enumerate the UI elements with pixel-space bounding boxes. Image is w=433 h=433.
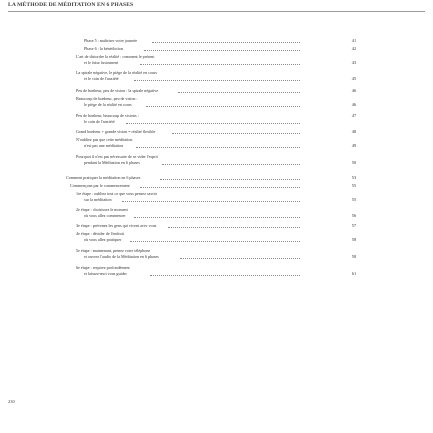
toc-page-number: 43 — [351, 60, 357, 65]
toc-entry-text: 6e étape : respirez profondément — [76, 265, 130, 270]
dot-leader — [136, 147, 300, 148]
toc-entry-text: La spirale négative, le piège de la réalité en cours — [76, 70, 157, 75]
dot-leader — [152, 42, 300, 43]
dot-leader — [180, 258, 300, 259]
dot-leader — [172, 133, 300, 134]
dot-leader — [162, 164, 300, 165]
dot-leader — [134, 80, 300, 81]
dot-leader — [140, 64, 300, 65]
running-header: LA MÉTHODE DE MÉDITATION EN 6 PHASES — [8, 2, 134, 8]
toc-entry-text: 1re étape : oubliez tout ce que vous pensez savoir — [76, 191, 158, 196]
toc-page-number: 42 — [351, 46, 357, 51]
toc-entry-continuation: et le coin de l'anxiété — [84, 76, 119, 81]
toc-entry-text: Grand bonheur + grande vision = réalité flexible — [76, 129, 156, 134]
toc-page-number: 46 — [351, 88, 357, 93]
toc-page-number: 58 — [351, 254, 357, 259]
toc-entry-text: Pourquoi il n'est pas nécessaire de se vider l'esprit — [76, 154, 158, 159]
toc-page-number: 55 — [351, 197, 357, 202]
toc-entry-continuation: sur la méditation — [84, 197, 112, 202]
toc-entry-text: 3e étape : prévenez les gens qui vivent avec vous — [76, 223, 157, 228]
toc-entry-text: Commençons par le commencement — [70, 183, 130, 188]
toc-entry-continuation: où vous allez pratiquer — [84, 237, 122, 242]
dot-leader — [144, 50, 300, 51]
toc-entry-text: 2e étape : choisissez le moment — [76, 207, 128, 212]
toc-page-number: 46 — [351, 102, 357, 107]
toc-entry-text: 5e étape : maintenant, prenez votre téléphone — [76, 248, 151, 253]
toc-entry-text: Beaucoup de bonheur, peu de vision : — [76, 96, 138, 101]
toc-entry-text: 4e étape : décider de l'endroit — [76, 231, 125, 236]
toc-entry-continuation: le coin de l'anxiété — [84, 119, 115, 124]
toc-entry-continuation: et ouvrez l'audio de la Méditation en 6 phases — [84, 254, 159, 259]
dot-leader — [160, 179, 300, 180]
toc-entry-text: Peu de bonheur, peu de vision : la spirale négative — [76, 88, 159, 93]
dot-leader — [126, 123, 300, 124]
toc-entry-continuation: pendant la Méditation en 6 phases — [84, 160, 140, 165]
toc-page-number: 45 — [351, 76, 357, 81]
toc-entry-text: Comment pratiquer la méditation en 6 phases — [66, 175, 141, 180]
toc-entry-continuation: n'est pas une méditation — [84, 143, 124, 148]
dot-leader — [130, 241, 300, 242]
toc-entry-continuation: et laissez-moi vous guider — [84, 271, 127, 276]
toc-page-number: 48 — [351, 129, 357, 134]
dot-leader — [140, 187, 300, 188]
toc-page-number: 50 — [351, 160, 357, 165]
dot-leader — [150, 275, 300, 276]
toc-entry-continuation: et le futur fusionnent — [84, 60, 119, 65]
toc-entry-text: Peu de bonheur, beaucoup de visions : — [76, 113, 139, 118]
dot-leader — [178, 92, 300, 93]
toc-entry-text: N'oubliez pas que cette méditation — [76, 137, 133, 142]
toc-entry-text: L'art de distordre la réalité : comment le présent — [76, 54, 155, 59]
toc-entry-continuation: où vous allez commencer — [84, 213, 126, 218]
dot-leader — [122, 201, 300, 202]
toc-page-number: 55 — [351, 183, 357, 188]
toc-page-number: 56 — [351, 213, 357, 218]
toc-page-number: 47 — [351, 113, 357, 118]
toc-entry-continuation: le piège de la réalité en cours — [84, 102, 132, 107]
toc-page-number: 61 — [351, 271, 357, 276]
toc-entry-text: Phase 5 : maîtriser votre journée — [84, 38, 138, 43]
dot-leader — [146, 106, 300, 107]
toc-page-number: 41 — [351, 38, 357, 43]
toc-page-number: 57 — [351, 223, 357, 228]
toc-entry-text: Phase 6 : la bénédiction — [84, 46, 123, 51]
dot-leader — [134, 217, 300, 218]
toc-page-number: 49 — [351, 143, 357, 148]
toc-page-number: 53 — [351, 175, 357, 180]
page-folio: 230 — [8, 399, 15, 404]
toc-page-number: 58 — [351, 237, 357, 242]
dot-leader — [168, 227, 300, 228]
